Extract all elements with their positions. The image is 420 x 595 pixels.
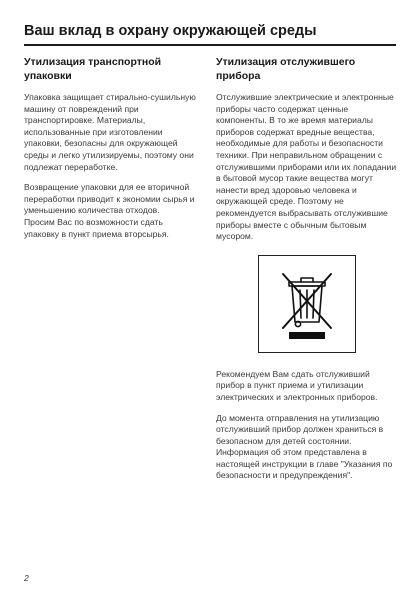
appliance-heading: Утилизация отслужившего прибора	[216, 56, 356, 82]
appliance-paragraph-2: Рекомендуем Вам сдать отслуживший прибор в пункт приема и утилизации электрических и электронных приборов.	[216, 368, 378, 402]
page-number: 2	[24, 573, 29, 583]
appliance-paragraph-3: До момента отправления на утилизацию отслуживший прибор должен храниться в безопасном для детей состоянии. Информация об этом представлена в настоящей инструкции в главе "Указания по безопасности и предупреждения".	[216, 412, 393, 481]
title-rule	[24, 44, 396, 46]
weee-symbol-figure	[258, 255, 356, 353]
packaging-heading: Утилизация транспортной упаковки	[24, 56, 162, 82]
page-title: Ваш вклад в охрану окружающей среды	[24, 23, 317, 39]
appliance-paragraph-1: Отслужившие электрические и электронные приборы часто содержат ценные компоненты. В то же время материалы приборов содержат вредные вещества, необходимые для работы и безопасности техники. При неправильном обращении с отслужившими приборами или их попадании в бытовой мусор такие вещества могут нанести вред здоровью человека и окружающей среде. Поэтому не рекомендуется выбрасывать отслужившие приборы вместе с обычным бытовым мусором.	[216, 92, 397, 242]
packaging-paragraph-2: Возвращение упаковки для ее вторичной переработки приводит к экономии сырья и уменьшению количества отходов.	[24, 182, 195, 216]
crossed-out-wheelie-bin-icon	[259, 256, 355, 352]
left-column	[24, 56, 199, 240]
right-column	[216, 56, 398, 482]
packaging-paragraph-1: Упаковка защищает стирально-сушильную машину от повреждений при транспортировке. Материалы, использованные при изготовлении упаковки, безопасны для окружающей среды и легко утилизируемы, поэтому они подлежат переработке.	[24, 92, 196, 172]
packaging-paragraph-3: Просим Вас по возможности сдать упаковку в пункт приема вторсырья.	[24, 216, 169, 239]
